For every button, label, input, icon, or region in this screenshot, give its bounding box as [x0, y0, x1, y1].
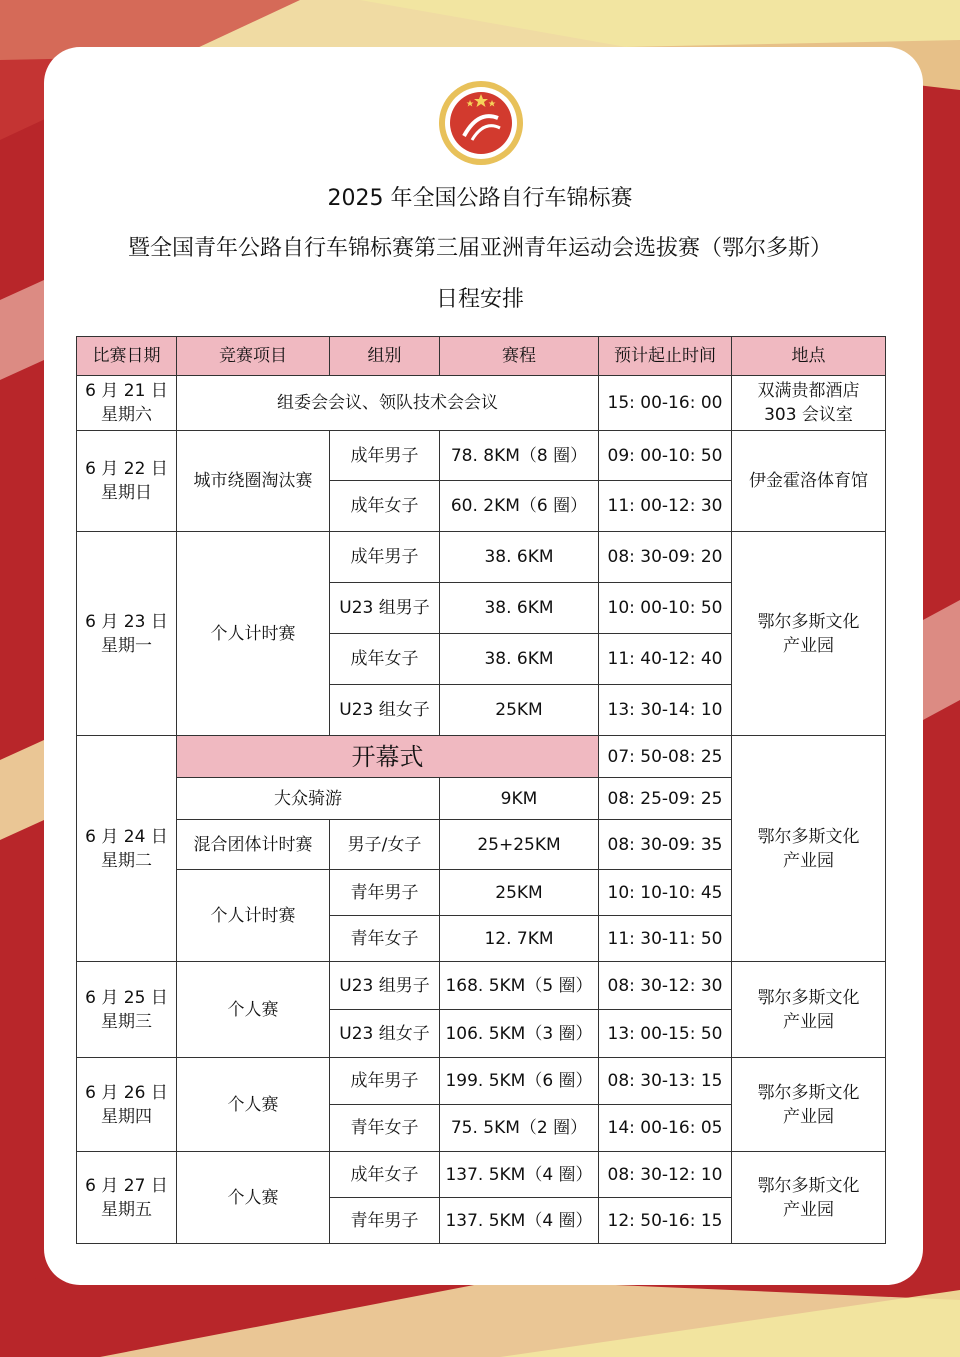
weekday-text: 星期日 — [101, 483, 152, 503]
date-cell — [77, 1152, 177, 1244]
group-cell: 成年男子 — [330, 532, 440, 583]
venue-cell — [732, 1152, 886, 1244]
table-row — [77, 532, 886, 583]
date-text: 6 月 25 日 — [85, 987, 168, 1008]
time-cell: 11: 40-12: 40 — [599, 634, 732, 685]
group-cell: 青年女子 — [330, 1105, 440, 1152]
venue-line-2: 303 会议室 — [764, 405, 853, 425]
time-cell: 11: 00-12: 30 — [599, 481, 732, 532]
table-row — [77, 1058, 886, 1105]
venue-line-2: 产业园 — [783, 850, 834, 871]
venue-line-1: 鄂尔多斯文化 — [757, 826, 860, 847]
event-cell: 个人计时赛 — [177, 870, 330, 962]
title-line-1: 2025 年全国公路自行车锦标赛 — [327, 186, 633, 211]
time-cell: 08: 30-13: 15 — [599, 1058, 732, 1105]
event-cell: 个人计时赛 — [177, 532, 330, 736]
time-cell: 09: 00-10: 50 — [599, 431, 732, 481]
group-cell: 青年男子 — [330, 870, 440, 916]
venue-line-2: 产业园 — [783, 635, 834, 656]
time-cell: 10: 00-10: 50 — [599, 583, 732, 634]
course-cell: 137. 5KM（4 圈） — [440, 1198, 599, 1244]
venue-cell — [732, 962, 886, 1058]
table-row — [77, 962, 886, 1010]
group-cell: 青年男子 — [330, 1198, 440, 1244]
course-cell: 9KM — [440, 778, 599, 820]
event-cell: 大众骑游 — [177, 778, 440, 820]
group-cell: 青年女子 — [330, 916, 440, 962]
event-cell: 组委会会议、领队技术会会议 — [177, 376, 599, 431]
course-cell: 168. 5KM（5 圈） — [440, 962, 599, 1010]
course-cell: 137. 5KM（4 圈） — [440, 1152, 599, 1198]
venue-cell — [732, 532, 886, 736]
group-cell: 成年女子 — [330, 1152, 440, 1198]
time-cell: 14: 00-16: 05 — [599, 1105, 732, 1152]
group-cell: U23 组男子 — [330, 583, 440, 634]
weekday-text: 星期一 — [101, 635, 152, 656]
table-header-row — [77, 337, 886, 376]
time-cell: 08: 30-09: 35 — [599, 820, 732, 870]
date-text: 6 月 21 日 — [85, 381, 168, 401]
header-event: 竞赛项目 — [177, 337, 330, 376]
date-text: 6 月 27 日 — [85, 1175, 168, 1196]
venue-line-1: 双满贵都酒店 — [757, 381, 860, 401]
weekday-text: 星期四 — [101, 1106, 152, 1127]
date-cell — [77, 532, 177, 736]
venue-cell: 伊金霍洛体育馆 — [732, 431, 886, 532]
time-cell: 12: 50-16: 15 — [599, 1198, 732, 1244]
event-cell: 城市绕圈淘汰赛 — [177, 431, 330, 532]
course-cell: 38. 6KM — [440, 583, 599, 634]
event-cell: 个人赛 — [177, 1152, 330, 1244]
header-date: 比赛日期 — [77, 337, 177, 376]
course-cell: 25KM — [440, 685, 599, 736]
course-cell: 12. 7KM — [440, 916, 599, 962]
header-group: 组别 — [330, 337, 440, 376]
time-cell: 13: 30-14: 10 — [599, 685, 732, 736]
course-cell: 38. 6KM — [440, 532, 599, 583]
opening-ceremony-cell: 开幕式 — [177, 736, 599, 778]
time-cell: 08: 30-09: 20 — [599, 532, 732, 583]
date-cell — [77, 962, 177, 1058]
date-cell — [77, 736, 177, 962]
weekday-text: 星期六 — [101, 405, 152, 425]
group-cell: 成年女子 — [330, 481, 440, 532]
course-cell: 25KM — [440, 870, 599, 916]
venue-line-1: 鄂尔多斯文化 — [757, 987, 860, 1008]
group-cell: 成年男子 — [330, 1058, 440, 1105]
date-text: 6 月 23 日 — [85, 611, 168, 632]
event-cell: 混合团体计时赛 — [177, 820, 330, 870]
table-row — [77, 431, 886, 481]
time-cell: 11: 30-11: 50 — [599, 916, 732, 962]
header-venue: 地点 — [732, 337, 886, 376]
time-cell: 15: 00-16: 00 — [599, 376, 732, 431]
course-cell: 78. 8KM（8 圈） — [440, 431, 599, 481]
title-line-3: 日程安排 — [435, 287, 524, 312]
group-cell: 成年女子 — [330, 634, 440, 685]
course-cell: 25+25KM — [440, 820, 599, 870]
venue-cell — [732, 376, 886, 431]
venue-line-2: 产业园 — [783, 1199, 834, 1220]
venue-line-1: 鄂尔多斯文化 — [757, 611, 860, 632]
venue-line-2: 产业园 — [783, 1106, 834, 1127]
time-cell: 08: 30-12: 30 — [599, 962, 732, 1010]
date-text: 6 月 24 日 — [85, 826, 168, 847]
group-cell: U23 组女子 — [330, 1010, 440, 1058]
venue-line-1: 鄂尔多斯文化 — [757, 1175, 860, 1196]
venue-line-1: 鄂尔多斯文化 — [757, 1082, 860, 1103]
group-cell: 成年男子 — [330, 431, 440, 481]
event-cell: 个人赛 — [177, 962, 330, 1058]
event-cell: 个人赛 — [177, 1058, 330, 1152]
weekday-text: 星期五 — [101, 1199, 152, 1220]
cycling-association-logo — [438, 80, 524, 166]
date-text: 6 月 26 日 — [85, 1082, 168, 1103]
time-cell: 08: 25-09: 25 — [599, 778, 732, 820]
course-cell: 38. 6KM — [440, 634, 599, 685]
header-time: 预计起止时间 — [599, 337, 732, 376]
date-cell — [77, 376, 177, 431]
table-row — [77, 376, 886, 431]
time-cell: 10: 10-10: 45 — [599, 870, 732, 916]
group-cell: U23 组男子 — [330, 962, 440, 1010]
course-cell: 106. 5KM（3 圈） — [440, 1010, 599, 1058]
schedule-table — [76, 336, 886, 1244]
group-cell: U23 组女子 — [330, 685, 440, 736]
group-cell: 男子/女子 — [330, 820, 440, 870]
header-course: 赛程 — [440, 337, 599, 376]
table-row — [77, 736, 886, 778]
date-text: 6 月 22 日 — [85, 459, 168, 479]
venue-cell — [732, 736, 886, 962]
table-row — [77, 1152, 886, 1198]
time-cell: 13: 00-15: 50 — [599, 1010, 732, 1058]
time-cell: 07: 50-08: 25 — [599, 736, 732, 778]
date-cell — [77, 431, 177, 532]
weekday-text: 星期三 — [101, 1011, 152, 1032]
course-cell: 60. 2KM（6 圈） — [440, 481, 599, 532]
date-cell — [77, 1058, 177, 1152]
time-cell: 08: 30-12: 10 — [599, 1152, 732, 1198]
venue-cell — [732, 1058, 886, 1152]
course-cell: 75. 5KM（2 圈） — [440, 1105, 599, 1152]
venue-line-2: 产业园 — [783, 1011, 834, 1032]
weekday-text: 星期二 — [101, 850, 152, 871]
title-line-2: 暨全国青年公路自行车锦标赛第三届亚洲青年运动会选拔赛（鄂尔多斯） — [127, 236, 832, 261]
course-cell: 199. 5KM（6 圈） — [440, 1058, 599, 1105]
